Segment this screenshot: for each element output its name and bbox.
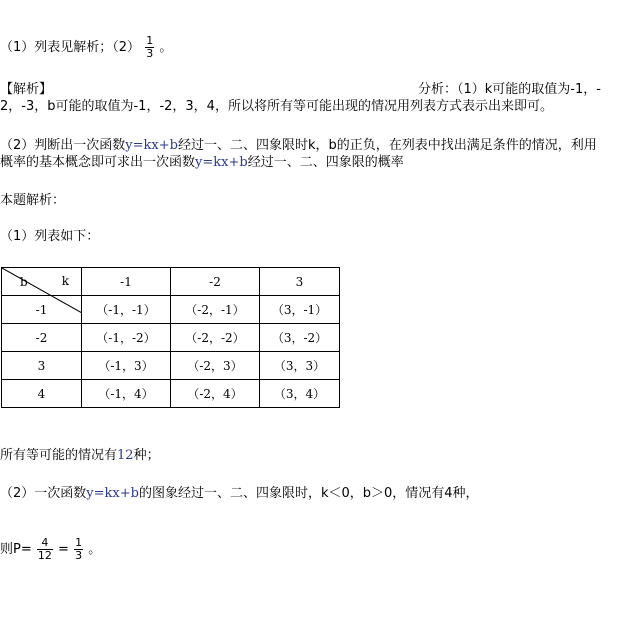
table-corner-cell [2,268,82,296]
corner-k-label: k [61,274,69,288]
table-cell: （-1，-1） [82,296,171,324]
analysis-part2-line1 [0,138,597,154]
outcome-table [1,267,340,408]
solution-total-line [0,448,160,464]
answer-line [0,35,172,60]
answer-part1: （1）列表见解析；（2） [0,40,141,55]
table-row-b: 3 [2,352,82,380]
solution-part1-label: （1）列表如下： [0,229,100,244]
analysis-part2-text-c: 概率的基本概念即可求出一次函数 [0,155,196,170]
table-cell: （-2，4） [171,380,260,408]
table-header-cell: -2 [171,268,260,296]
part2-text-b: 的图象经过一、二、四象限时，k＜0，b＞0，情况有4种， [138,486,479,501]
fraction-denominator: 3 [146,47,154,60]
analysis-part2-text-b: 经过一、二、四象限时k，b的正负，在列表中找出满足条件的情况，利用 [177,138,597,153]
prob-fraction-1-den: 12 [37,549,52,562]
analysis-part2-text-a: （2）判断出一次函数 [0,138,126,153]
total-text-b: 种； [133,448,160,463]
table-row [2,352,340,380]
table-cell: （3，3） [260,352,340,380]
table-row-b: -2 [2,324,82,352]
analysis-label: 【解析】 [0,82,53,97]
solution-part2-line [0,486,479,502]
table-row [2,324,340,352]
corner-b-label: b [20,275,28,289]
prob-fraction-2-num: 1 [75,536,83,549]
probability-line [0,537,101,562]
analysis-formula: y=kx+b [125,138,178,153]
total-count: 12 [117,448,134,463]
table-header-cell: 3 [260,268,340,296]
analysis-part2-text-d: 经过一、二、四象限的概率 [247,155,404,170]
total-text-a: 所有等可能的情况有 [0,448,118,463]
table-row-b: 4 [2,380,82,408]
answer-fraction [145,35,154,60]
table-cell: （-2，-1） [171,296,260,324]
prob-fraction-2 [74,537,83,562]
analysis-formula-2: y=kx+b [195,155,248,170]
prob-fraction-1 [37,537,53,562]
table-row-b: -1 [2,296,82,324]
prob-fraction-2-den: 3 [75,549,83,562]
table-header-row [2,268,340,296]
part2-text-a: （2）一次函数 [0,486,87,501]
fraction-numerator: 1 [146,34,154,47]
table-header-cell: -1 [82,268,171,296]
corner-diagonal [2,268,82,313]
prob-tail: 。 [88,542,102,557]
analysis-intro-line2: 2，-3，b可能的取值为-1，-2，3，4，所以将所有等可能出现的情况用列表方式表示出来即可。 [0,99,553,114]
table-row [2,380,340,408]
analysis-intro-head: 分析：（1）k可能的取值为-1，- [418,82,601,97]
answer-tail: 。 [159,40,173,55]
solution-heading: 本题解析： [0,193,66,208]
table-cell: （3，-2） [260,324,340,352]
prob-prefix: 则P= [0,542,32,557]
table-cell: （-1，-2） [82,324,171,352]
table-cell: （-2，3） [171,352,260,380]
table-cell: （-2，-2） [171,324,260,352]
prob-equals: = [58,542,69,557]
table-cell: （3，-1） [260,296,340,324]
table-cell: （-1，3） [82,352,171,380]
prob-fraction-1-num: 4 [41,536,49,549]
part2-formula: y=kx+b [86,486,139,501]
table-cell: （-1，4） [82,380,171,408]
analysis-part2-line2 [0,155,404,171]
table-cell: （3，4） [260,380,340,408]
